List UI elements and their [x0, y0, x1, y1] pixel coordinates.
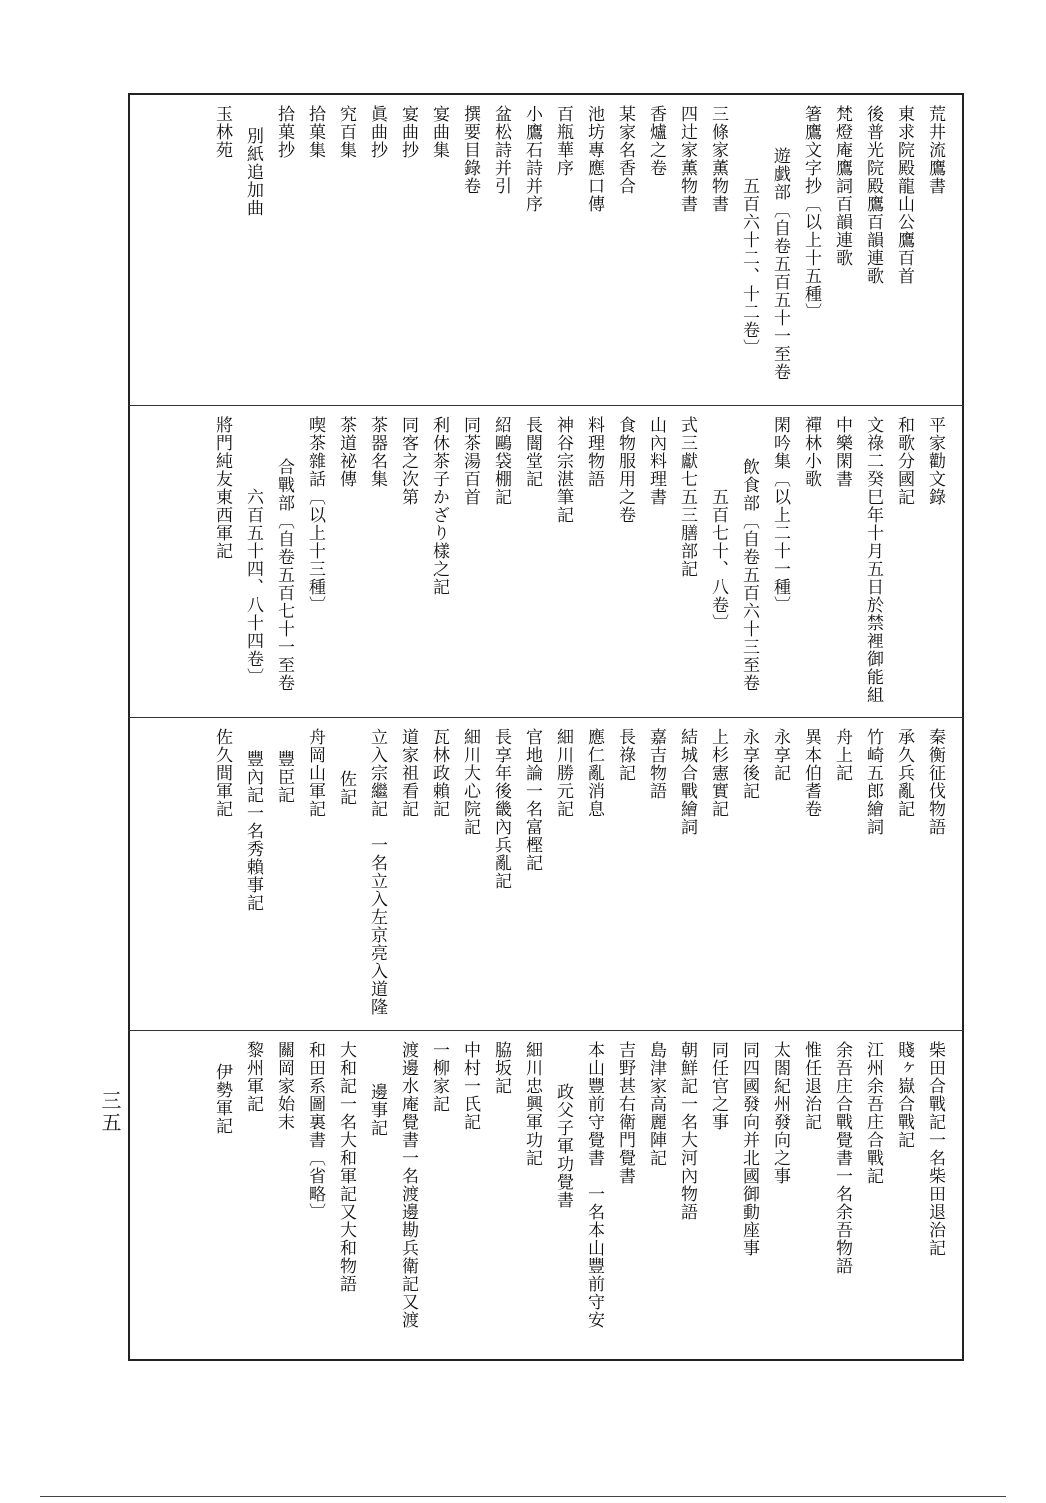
- catalog-entry: 舟上記: [832, 728, 852, 782]
- catalog-entry: 紹鷗袋棚記: [491, 416, 511, 506]
- tier-2: [128, 406, 964, 716]
- catalog-entry: 五百七十、八卷〕: [708, 488, 728, 632]
- catalog-entry: 大和記一名大和軍記又大和物語: [336, 1041, 356, 1293]
- bottom-rule: [40, 1496, 1006, 1497]
- catalog-entry: 宴曲抄: [398, 105, 418, 159]
- catalog-entry: 邊事記: [367, 1083, 387, 1137]
- catalog-entry: 究百集: [336, 105, 356, 159]
- catalog-entry: 伊勢軍記: [212, 1063, 232, 1135]
- catalog-entry: 盆松詩并引: [491, 105, 511, 195]
- catalog-entry: 拾菓集: [305, 105, 325, 159]
- catalog-entry: 同四國發向并北國御動座事: [739, 1041, 759, 1257]
- catalog-entry: 同客之次第: [398, 416, 418, 506]
- catalog-entry: 料理物語: [584, 416, 604, 488]
- catalog-entry: 平家勸文錄: [925, 416, 945, 506]
- catalog-entry: 立入宗繼記 一名立入左京亮入道隆: [367, 728, 387, 1016]
- catalog-entry: 黎州軍記: [243, 1041, 263, 1113]
- catalog-entry: 飲食部〔自卷五百六十三至卷: [739, 458, 759, 692]
- catalog-entry: 式三獻七五三膳部記: [677, 416, 697, 578]
- catalog-entry: 閑吟集〔以上二十一種〕: [770, 416, 790, 614]
- catalog-entry: 結城合戰繪詞: [677, 728, 697, 836]
- catalog-entry: 喫茶雜話〔以上十三種〕: [305, 416, 325, 614]
- catalog-entry: 池坊專應口傳: [584, 105, 604, 213]
- catalog-entry: 香爐之卷: [646, 105, 666, 177]
- catalog-entry: 嘉吉物語: [646, 728, 666, 800]
- catalog-entry: 賤ヶ嶽合戰記: [894, 1041, 914, 1149]
- catalog-entry: 朝鮮記一名大河內物語: [677, 1041, 697, 1221]
- catalog-entry: 柴田合戰記一名柴田退治記: [925, 1041, 945, 1257]
- catalog-entry: 百瓶華序: [553, 105, 573, 177]
- catalog-entry: 三條家薫物書: [708, 105, 728, 213]
- catalog-entry: 竹崎五郎繪詞: [863, 728, 883, 836]
- catalog-entry: 五百六十二、十二卷〕: [739, 177, 759, 357]
- catalog-entry: 長享年後畿內兵亂記: [491, 728, 511, 890]
- catalog-entry: 某家名香合: [615, 105, 635, 195]
- catalog-entry: 永享記: [770, 728, 790, 782]
- tier-3-columns: [142, 728, 950, 1020]
- catalog-entry: 將門純友東西軍記: [212, 416, 232, 560]
- catalog-entry: 東求院殿龍山公鷹百首: [894, 105, 914, 285]
- catalog-entry: 本山豐前守覺書 一名本山豐前守安: [584, 1041, 604, 1329]
- catalog-entry: 細川勝元記: [553, 728, 573, 818]
- catalog-entry: 箸鷹文字抄〔以上十五種〕: [801, 105, 821, 321]
- catalog-entry: 豐臣記: [274, 750, 294, 804]
- catalog-entry: 同任官之事: [708, 1041, 728, 1131]
- catalog-entry: 神谷宗湛筆記: [553, 416, 573, 524]
- catalog-entry: 江州余吾庄合戰記: [863, 1041, 883, 1185]
- catalog-entry: 吉野甚右衛門覺書: [615, 1041, 635, 1185]
- catalog-entry: 茶道祕傳: [336, 416, 356, 488]
- catalog-entry: 渡邊水庵覺書一名渡邊勘兵衛記又渡: [398, 1041, 418, 1329]
- catalog-entry: 余吾庄合戰覺書一名余吾物語: [832, 1041, 852, 1275]
- catalog-entry: 長祿記: [615, 728, 635, 782]
- tier-1: [128, 95, 964, 405]
- catalog-entry: 秦衡征伐物語: [925, 728, 945, 836]
- catalog-entry: 中樂閑書: [832, 416, 852, 488]
- catalog-entry: 佐久間軍記: [212, 728, 232, 818]
- catalog-entry: 玉林苑: [212, 105, 232, 159]
- tier-4-columns: [142, 1041, 950, 1351]
- catalog-entry: 中村一氏記: [460, 1041, 480, 1131]
- catalog-entry: 政父子軍功覺書: [553, 1083, 573, 1209]
- catalog-entry: 四辻家薫物書: [677, 105, 697, 213]
- catalog-entry: 舟岡山軍記: [305, 728, 325, 818]
- catalog-entry: 島津家高麗陣記: [646, 1041, 666, 1167]
- catalog-entry: 脇坂記: [491, 1041, 511, 1095]
- catalog-entry: 上杉憲實記: [708, 728, 728, 818]
- catalog-entry: 禪林小歌: [801, 416, 821, 488]
- catalog-entry: 拾菓抄: [274, 105, 294, 159]
- catalog-entry: 文祿二癸巳年十月五日於禁裡御能組: [863, 416, 883, 704]
- catalog-entry: 官地論一名富樫記: [522, 728, 542, 872]
- tier-4: [128, 1031, 964, 1359]
- catalog-entry: 惟任退治記: [801, 1041, 821, 1131]
- catalog-entry: 同茶湯百首: [460, 416, 480, 506]
- catalog-entry: 眞曲抄: [367, 105, 387, 159]
- catalog-entry: 細川大心院記: [460, 728, 480, 836]
- catalog-entry: 後普光院殿鷹百韻連歌: [863, 105, 883, 285]
- catalog-entry: 小鷹石詩并序: [522, 105, 542, 213]
- catalog-entry: 宴曲集: [429, 105, 449, 159]
- catalog-entry: 瓦林政賴記: [429, 728, 449, 818]
- catalog-entry: 合戰部〔自卷五百七十一至卷: [274, 458, 294, 692]
- catalog-entry: 和歌分國記: [894, 416, 914, 506]
- catalog-entry: 遊戯部〔自卷五百五十一至卷: [770, 147, 790, 381]
- catalog-entry: 撰要目錄卷: [460, 105, 480, 195]
- catalog-entry: 異本伯耆卷: [801, 728, 821, 818]
- tier-2-columns: [142, 416, 950, 708]
- catalog-entry: 茶器名集: [367, 416, 387, 488]
- catalog-entry: 應仁亂消息: [584, 728, 604, 818]
- catalog-entry: 細川忠興軍功記: [522, 1041, 542, 1167]
- tier-3: [128, 718, 964, 1028]
- catalog-entry: 荒井流鷹書: [925, 105, 945, 195]
- catalog-entry: 道家祖看記: [398, 728, 418, 818]
- catalog-entry: 佐記: [336, 770, 356, 806]
- catalog-entry: 太閤紀州發向之事: [770, 1041, 790, 1185]
- catalog-entry: 利休茶子かざり樣之記: [429, 416, 449, 596]
- catalog-entry: 別紙追加曲: [243, 127, 263, 217]
- catalog-entry: 山內料理書: [646, 416, 666, 506]
- catalog-entry: 梵燈庵鷹詞百韻連歌: [832, 105, 852, 267]
- catalog-entry: 承久兵亂記: [894, 728, 914, 818]
- catalog-entry: 和田系圖裏書〔省略〕: [305, 1041, 325, 1221]
- catalog-entry: 長闇堂記: [522, 416, 542, 488]
- catalog-entry: 六百五十四、八十四卷〕: [243, 488, 263, 686]
- catalog-entry: 一柳家記: [429, 1041, 449, 1113]
- catalog-entry: 食物服用之卷: [615, 416, 635, 524]
- catalog-entry: 關岡家始末: [274, 1041, 294, 1131]
- catalog-entry: 永享後記: [739, 728, 759, 800]
- page-number: 三五: [98, 1090, 122, 1134]
- catalog-entry: 豐內記一名秀賴事記: [243, 750, 263, 912]
- tier-1-columns: [142, 105, 950, 397]
